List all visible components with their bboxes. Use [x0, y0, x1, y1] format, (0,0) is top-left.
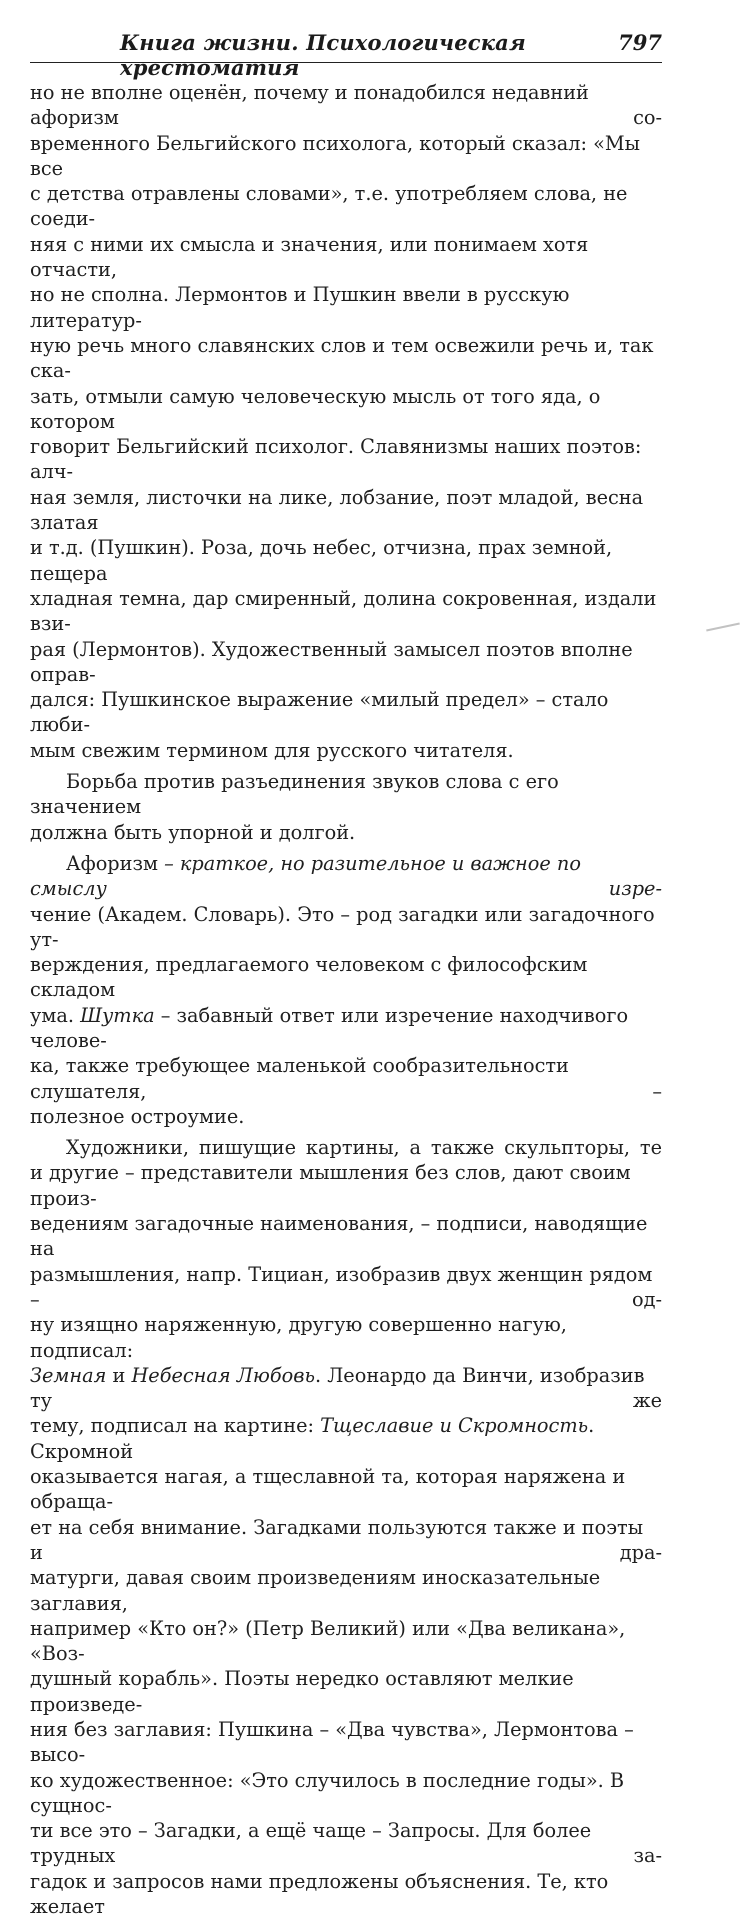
text-segment: и [106, 1363, 132, 1387]
text-line: ну изящно наряженную, другую совершенно нагую, подписал: [30, 1313, 567, 1362]
text-line: мым свежим термином для русского читателя. [30, 738, 514, 762]
italic-term: – краткое, но разительное и важное по смыслу изре- [30, 851, 662, 901]
text-line: хладная темна, дар смиренный, долина сокровенная, издали взи- [30, 586, 657, 636]
text-segment: . Скромной [30, 1414, 595, 1463]
text-line: например «Кто он?» (Петр Великий) или «Два великана», «Воз- [30, 1616, 626, 1666]
page-number: 797 [618, 30, 662, 55]
text-line: и другие – представители мышления без слов, дают своим произ- [30, 1161, 631, 1210]
body-text [30, 80, 662, 1919]
text-line: душный корабль». Поэты нередко оставляют мелкие произведе- [30, 1667, 574, 1716]
italic-term: Небесная Любовь [131, 1363, 315, 1387]
text-line: с детства отравлены словами», т.е. употребляем слова, не соеди- [30, 182, 628, 231]
text-line: чение (Академ. Словарь). Это – род загадки или загадочного ут- [30, 902, 655, 951]
paragraph [30, 80, 662, 763]
text-line: Художники, пишущие картины, а также скульпторы, те [66, 1136, 662, 1160]
paragraph [30, 851, 662, 1129]
book-title: Книга жизни. Психологическая хрестоматия [120, 30, 526, 80]
text-line [30, 1363, 662, 1414]
text-line: полезное остроумие. [30, 1104, 245, 1128]
text-line: ко художественное: «Это случилось в последние годы». В сущнос- [30, 1768, 625, 1817]
text-segment: Афоризм [66, 851, 159, 875]
text-line: верждения, предлагаемого человеком с философским складом [30, 953, 588, 1002]
text-line: ка, также требующее маленькой сообразительности слушателя, – [30, 1054, 662, 1103]
text-line: размышления, напр. Тициан, изобразив двух женщин рядом – од- [30, 1262, 662, 1311]
text-line: ведениям загадочные наименования, – подписи, наводящие на [30, 1212, 648, 1261]
text-line: ния без заглавия: Пушкина – «Два чувства», Лермонтова – высо- [30, 1718, 634, 1767]
text-line: рая (Лермонтов). Художественный замысел поэтов вполне оправ- [30, 637, 633, 686]
text-line: временного Бельгийского психолога, который сказал: «Мы все [30, 131, 641, 180]
italic-term: Земная [30, 1363, 107, 1387]
text-segment: . Леонардо да Винчи, изобразив ту же [30, 1363, 662, 1413]
text-segment: тему, подписал на картине: [30, 1414, 321, 1438]
text-line: зать, отмыли самую человеческую мысль от того яда, о котором [30, 384, 601, 433]
running-header [30, 26, 662, 80]
text-line: ная земля, листочки на лике, лобзание, поэт младой, весна златая [30, 485, 644, 535]
text-line: и т.д. (Пушкин). Роза, дочь небес, отчизна, прах земной, пещера [30, 536, 613, 585]
text-line: должна быть упорной и долгой. [30, 820, 356, 844]
text-line: гадок и запросов нами предложены объяснения. Те, кто желает [30, 1869, 609, 1919]
text-segment: – забавный ответ или изречение находчивого челове- [30, 1003, 629, 1052]
italic-term: Тщеславие и Скромность [320, 1414, 589, 1438]
paragraph [30, 769, 662, 845]
text-line: няя с ними их смысла и значения, или понимаем хотя отчасти, [30, 232, 589, 282]
text-line: дался: Пушкинское выражение «милый предел» – стало люби- [30, 688, 609, 737]
text-line [30, 1003, 662, 1054]
paragraph [30, 1135, 662, 1919]
text-line: но не сполна. Лермонтов и Пушкин ввели в русскую литератур- [30, 283, 570, 332]
margin-pencil-mark [706, 622, 740, 631]
text-line: но не вполне оценён, почему и понадобился недавний афоризм со- [30, 81, 662, 130]
text-line [30, 1413, 662, 1464]
italic-term: Шутка [80, 1003, 155, 1027]
text-line: матурги, давая своим произведениям иносказательные заглавия, [30, 1566, 601, 1615]
text-line: ет на себя внимание. Загадками пользуются также и поэты и дра- [30, 1515, 662, 1564]
text-line: говорит Бельгийский психолог. Славянизмы наших поэтов: алч- [30, 435, 642, 484]
text-line: ти все это – Загадки, а ещё чаще – Запросы. Для более трудных за- [30, 1819, 662, 1868]
text-line: ную речь много славянских слов и тем освежили речь и, так ска- [30, 333, 654, 383]
text-segment: ума. [30, 1003, 81, 1027]
text-line: оказывается нагая, а тщеславной та, которая наряжена и обраща- [30, 1465, 626, 1514]
text-line [30, 851, 662, 902]
text-line: Борьба против разъединения звуков слова с его значением [30, 770, 559, 819]
